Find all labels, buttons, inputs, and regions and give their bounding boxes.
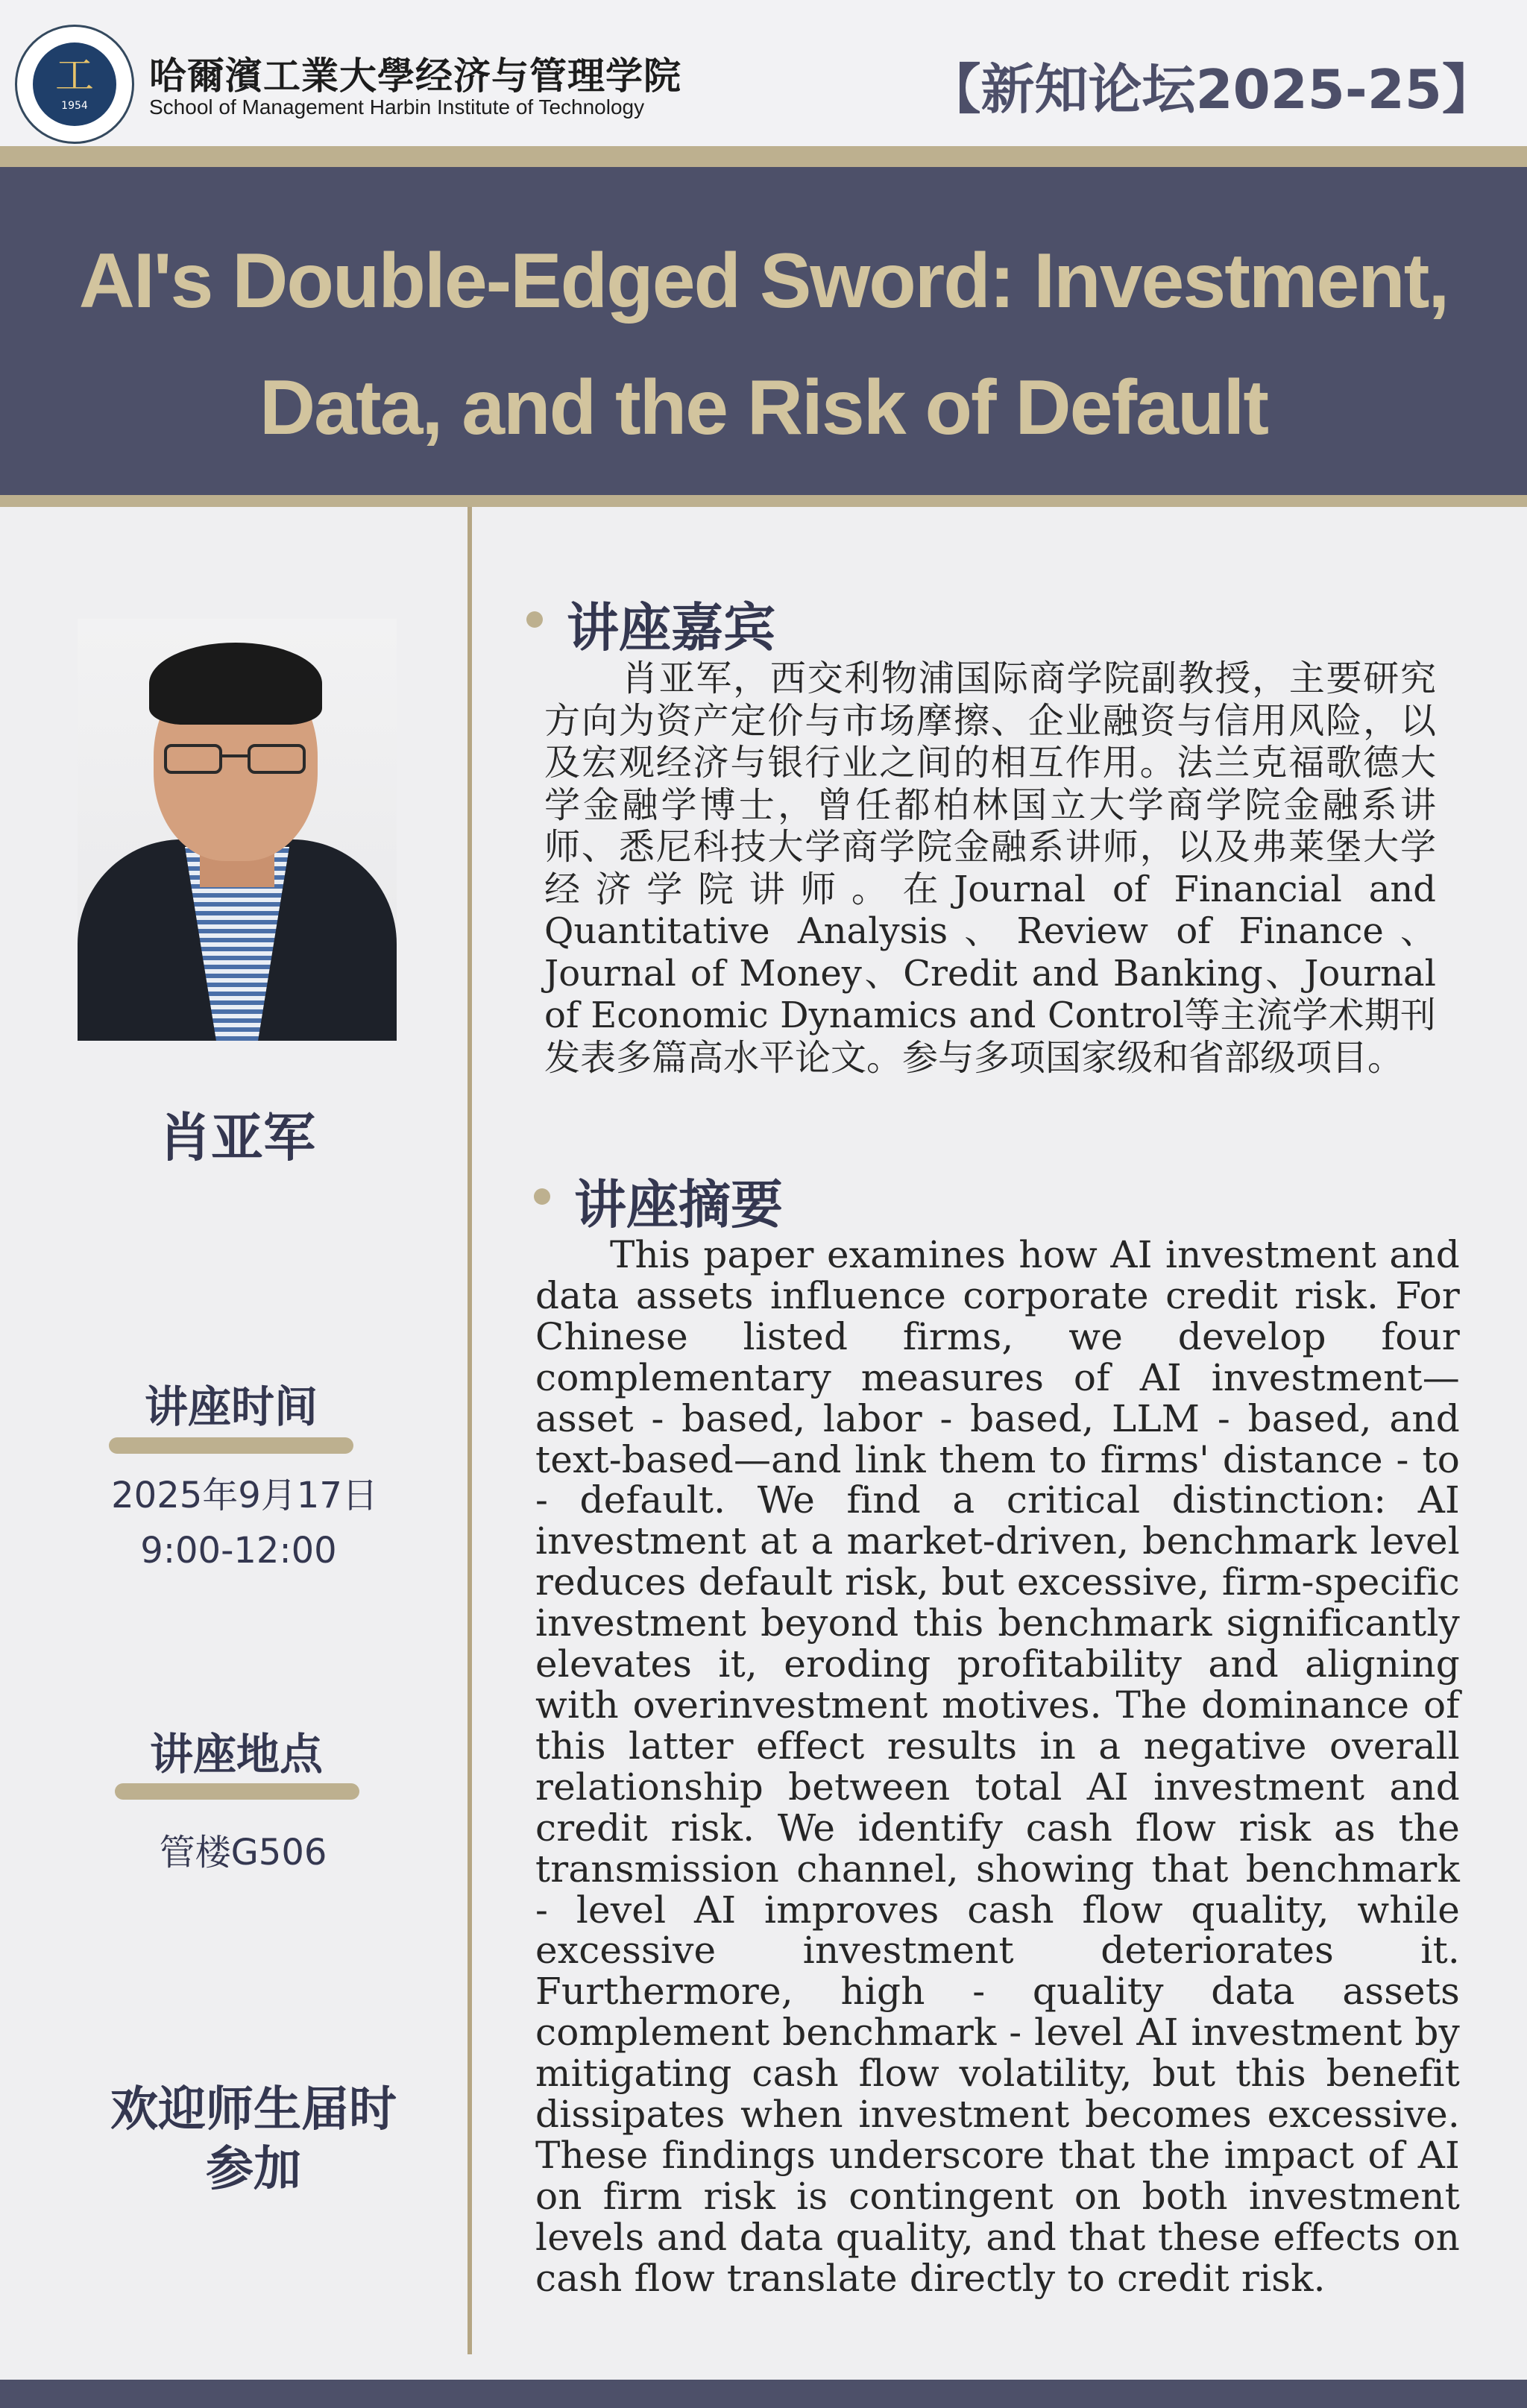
time-label: 讲座时间 (144, 1381, 318, 1432)
guest-bullet-icon (526, 611, 543, 628)
guest-heading: 讲座嘉宾 (567, 597, 775, 658)
welcome-line1: 欢迎师生届时 (110, 2082, 397, 2137)
title-banner (0, 167, 1527, 495)
speaker-photo (78, 619, 397, 1041)
abstract-text: This paper examines how AI investment and data assets influence corporate credit risk. For Chinese listed firms, we develop four complementary measures of AI investment—asset - based, labor - based, LLM - based, and text-based—and link them to firms' distance - to - default. We find a critical distinction: AI investment at a market-driven, benchmark level reduces default risk, but excessive, firm-specific investment beyond this benchmark significantly elevates it, eroding profitability and aligning with overinvestment motives. The dominance of this latter effect results in a negative overall relationship between total AI investment and credit risk. We identify cash flow risk as the transmission channel, showing that benchmark - level AI improves cash flow quality, while excessive investment deteriorates it. Furthermore, high - quality data assets complement benchmark - level AI investment by mitigating cash flow volatility, but this benefit dissipates when investment becomes excessive. These findings underscore that the impact of AI on firm risk is contingent on both investment levels and data quality, and that these effects on cash flow translate directly to credit risk. (535, 1233, 1460, 2300)
time-label-underline (109, 1437, 353, 1454)
welcome-message (89, 2080, 418, 2199)
header (0, 0, 1527, 146)
guest-bio: 肖亚军，西交利物浦国际商学院副教授，主要研究方向为资产定价与市场摩擦、企业融资与信用风险，以及宏观经济与银行业之间的相互作用。法兰克福歌德大学金融学博士，曾任都柏林国立大学商学院金融系讲师、悉尼科技大学商学院金融系讲师，以及弗莱堡大学经济学院讲师。在Journal of Financial and Quantitative Analysis、Review of Finance、Journal of Money、Credit and Banking、Journal of Economic Dynamics and Control等主流学术期刊发表多篇高水平论文。参与多项国家级和省部级项目。 (544, 658, 1436, 1079)
place-label: 讲座地点 (149, 1729, 323, 1780)
footer-bar (0, 2380, 1527, 2408)
lecture-title (0, 218, 1527, 471)
abstract-heading: 讲座摘要 (574, 1174, 783, 1235)
lecture-title-line1: AI's Double-Edged Sword: Investment, (78, 238, 1449, 324)
lecture-place: 管楼G506 (159, 1832, 327, 1873)
welcome-line2: 参加 (206, 2142, 301, 2197)
lecture-date: 2025年9月17日 (111, 1475, 378, 1516)
school-name-en: School of Management Harbin Institute of Technology (149, 95, 645, 119)
logo-year: 1954 (61, 100, 88, 112)
gold-rule-top (0, 146, 1527, 167)
lecture-title-line2: Data, and the Risk of Default (259, 365, 1268, 451)
school-name-cn: 哈爾濱工業大學经济与管理学院 (149, 54, 681, 98)
speaker-name: 肖亚军 (159, 1107, 315, 1168)
column-divider (467, 507, 472, 2354)
hit-seal-logo (15, 25, 134, 144)
place-label-underline (115, 1783, 359, 1800)
lecture-time: 9:00-12:00 (140, 1530, 337, 1572)
forum-tag: 【新知论坛2025-25】 (927, 58, 1496, 121)
gold-rule-bottom (0, 495, 1527, 507)
abstract-bullet-icon (534, 1188, 550, 1205)
logo-glyph: 工 (54, 54, 94, 98)
